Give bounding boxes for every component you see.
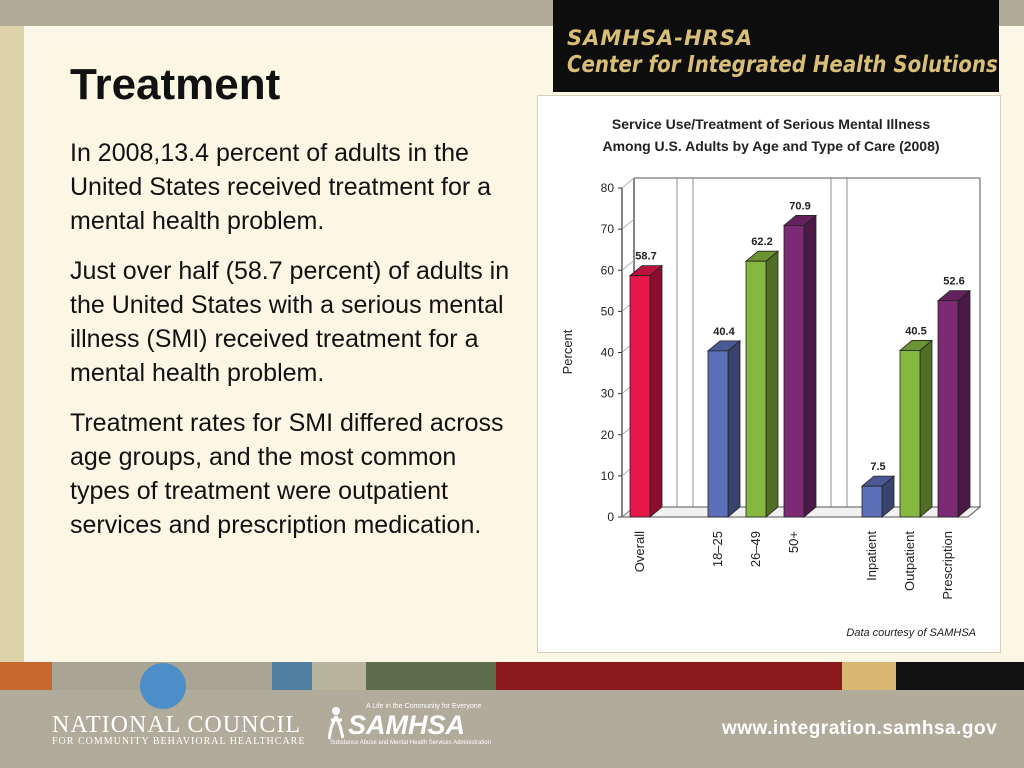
slide-body bbox=[70, 136, 510, 558]
stripe-black bbox=[896, 662, 1024, 690]
bar-side bbox=[920, 340, 932, 517]
national-council-name: NATIONAL COUNCIL bbox=[52, 712, 302, 738]
stripe-red bbox=[496, 662, 842, 690]
bar-value-label: 58.7 bbox=[635, 250, 657, 263]
x-tick-label: Outpatient bbox=[902, 531, 917, 591]
chart-title-line: Among U.S. Adults by Age and Type of Care (2008) bbox=[602, 138, 940, 154]
y-tick-label: 50 bbox=[600, 304, 614, 319]
bar-value-label: 52.6 bbox=[943, 275, 965, 288]
left-strip bbox=[0, 26, 24, 662]
bar-chart bbox=[538, 96, 1002, 654]
stripe-beige bbox=[312, 662, 366, 690]
bar-side bbox=[766, 251, 778, 517]
x-tick-label: 26–49 bbox=[748, 531, 763, 568]
y-axis-label: Percent bbox=[560, 329, 575, 375]
bar-value-label: 7.5 bbox=[870, 461, 886, 474]
stripe-orange bbox=[0, 662, 52, 690]
y-tick-label: 40 bbox=[600, 345, 614, 360]
chart-credit: Data courtesy of SAMHSA bbox=[846, 627, 976, 639]
bar-value-label: 40.4 bbox=[713, 325, 735, 338]
bar-side bbox=[650, 266, 662, 517]
samhsa-tagline: A Life in the Community for Everyone bbox=[366, 703, 482, 710]
y-tick-label: 20 bbox=[600, 427, 614, 442]
bar-value-label: 70.9 bbox=[789, 200, 811, 213]
y-tick-diagonal bbox=[622, 178, 634, 188]
chart-frame bbox=[537, 95, 1001, 653]
samhsa-figure-icon bbox=[328, 706, 344, 740]
bar-side bbox=[728, 341, 740, 517]
samhsa-logo-text: SAMHSA bbox=[348, 710, 466, 740]
bar-value-label: 62.2 bbox=[751, 236, 773, 249]
bar bbox=[784, 225, 804, 517]
national-council-logo-icon bbox=[140, 663, 186, 709]
stripe-green bbox=[366, 662, 496, 690]
bar bbox=[746, 261, 766, 517]
paragraph-2: Just over half (58.7 percent) of adults in the United States with a serious mental illness (SMI) received treatment for a mental health problem. bbox=[70, 257, 510, 387]
bar bbox=[708, 351, 728, 517]
national-council-subtitle: FOR COMMUNITY BEHAVIORAL HEALTHCARE bbox=[52, 736, 306, 747]
samhsa-subtitle: Substance Abuse and Mental Health Services Administration bbox=[330, 740, 492, 746]
y-tick-label: 80 bbox=[600, 181, 614, 195]
stripe-gold bbox=[842, 662, 896, 690]
slide-title: Treatment bbox=[70, 60, 281, 109]
chart-title-line: Service Use/Treatment of Serious Mental Illness bbox=[611, 116, 931, 132]
y-tick-diagonal bbox=[622, 219, 634, 229]
logo-line1: SAMHSA-HRSA bbox=[567, 26, 754, 50]
bar bbox=[938, 301, 958, 517]
bar bbox=[862, 486, 882, 517]
x-tick-label: 18–25 bbox=[710, 531, 725, 568]
paragraph-3: Treatment rates for SMI differed across age groups, and the most common types of treatment were outpatient services and prescription medication. bbox=[70, 409, 504, 539]
paragraph-1: In 2008,13.4 percent of adults in the United States received treatment for a mental health problem. bbox=[70, 139, 492, 235]
y-tick-label: 30 bbox=[600, 386, 614, 401]
bar-side bbox=[958, 291, 970, 517]
website-url[interactable]: www.integration.samhsa.gov bbox=[722, 718, 998, 739]
x-tick-label: Overall bbox=[632, 531, 647, 573]
bar bbox=[630, 276, 650, 517]
stripe-blue bbox=[272, 662, 312, 690]
x-tick-label: Prescription bbox=[940, 531, 955, 600]
logo-line2: Center for Integrated Health Solutions bbox=[567, 52, 998, 78]
x-tick-label: Inpatient bbox=[864, 531, 879, 581]
y-tick-label: 0 bbox=[607, 510, 614, 524]
bar-value-label: 40.5 bbox=[905, 325, 927, 338]
y-tick-label: 70 bbox=[600, 222, 614, 237]
y-tick-diagonal bbox=[622, 260, 634, 270]
cihs-logo bbox=[553, 0, 999, 92]
y-tick-label: 10 bbox=[600, 468, 614, 483]
x-tick-label: 50+ bbox=[786, 531, 801, 554]
bar bbox=[900, 350, 920, 517]
y-tick-label: 60 bbox=[600, 263, 614, 278]
bar-side bbox=[804, 215, 816, 517]
